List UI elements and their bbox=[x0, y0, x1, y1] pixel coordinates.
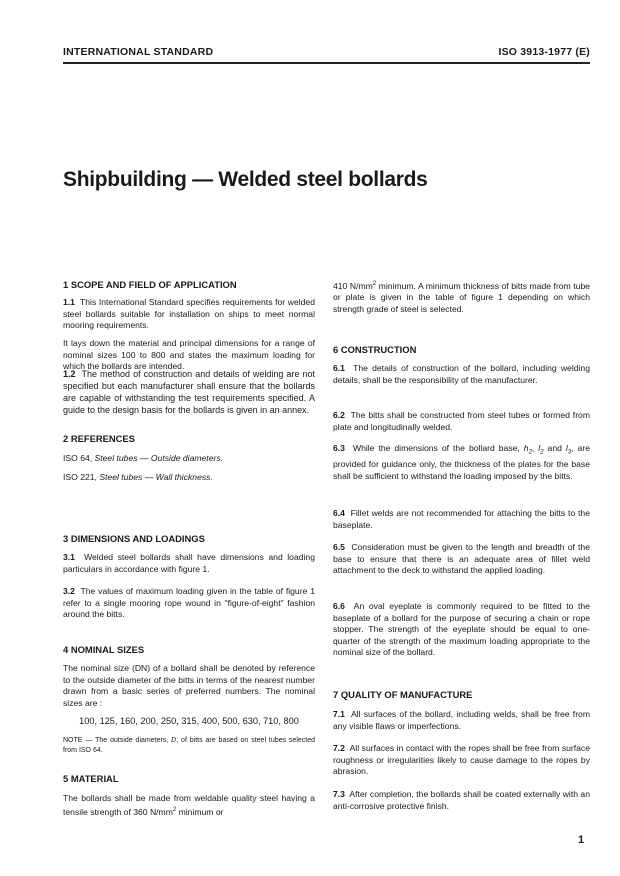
reference-iso-64 bbox=[63, 453, 315, 465]
clause-number: 1.1 bbox=[63, 297, 75, 307]
clause-text: 410 N/mm bbox=[333, 280, 373, 291]
symbol: l bbox=[538, 443, 541, 453]
paragraph-5 bbox=[63, 793, 315, 818]
subscript: 2 bbox=[528, 449, 532, 456]
clause-text: and bbox=[543, 443, 566, 453]
clause-text: While the dimensions of the bollard base, bbox=[352, 443, 524, 453]
page-number: 1 bbox=[578, 834, 585, 846]
page-title: Shipbuilding — Welded steel bollards bbox=[63, 168, 428, 191]
section-5-heading: 5 MATERIAL bbox=[63, 773, 119, 784]
note-text: NOTE — The outside diameters, bbox=[63, 737, 172, 744]
header-standard-number: ISO 3913-1977 (E) bbox=[498, 46, 590, 58]
clause-text: All surfaces of the bollard, including welds, shall be free from any visible flaws or imperfections. bbox=[333, 709, 590, 731]
note-text: , of bitts are based on steel tubes selected from ISO 64. bbox=[63, 737, 315, 754]
clause-text: This International Standard specifies requirements for welded steel bollards suitable for installation on ships to meet normal mooring requirements. bbox=[63, 297, 315, 331]
section-4-heading: 4 NOMINAL SIZES bbox=[63, 644, 145, 655]
paragraph-6-3 bbox=[333, 443, 590, 483]
clause-text: The values of maximum loading given in the table of figure 1 refer to a single mooring rope wound in "figure-of-eight" fashion around the bitts. bbox=[63, 586, 315, 620]
clause-text: The method of construction and details of welding are not specified but each manufacturer shall ensure that the bollards are capable of withstanding the test requirements specified. A guide to the design basis for the bollards is given in an annex. bbox=[63, 369, 316, 415]
paragraph-7-3 bbox=[333, 789, 590, 812]
paragraph-1-1 bbox=[63, 297, 315, 332]
paragraph-6-1 bbox=[333, 363, 590, 386]
section-7-heading: 7 QUALITY OF MANUFACTURE bbox=[333, 689, 473, 700]
clause-number: 6.3 bbox=[333, 443, 345, 453]
section-2-heading: 2 REFERENCES bbox=[63, 433, 135, 444]
paragraph-1-1b: It lays down the material and principal dimensions for a range of nominal sizes 100 to 800 and states the maximum loading for which the bollards are intended. bbox=[63, 338, 315, 372]
paragraph-6-2 bbox=[333, 410, 590, 433]
symbol: l bbox=[565, 443, 568, 453]
clause-text: An oval eyeplate is commonly required to be fitted to the baseplate of a bollard for the purpose of securing a chain or rope stopper. The strength of the eyeplate should be equal to one-quarter of the strength of the maximum loading appropriate to the nominal size of the bollard. bbox=[333, 601, 590, 658]
clause-number: 1.2 bbox=[63, 369, 76, 379]
header-rule bbox=[63, 62, 590, 64]
clause-number: 6.5 bbox=[333, 542, 345, 552]
section-3-heading: 3 DIMENSIONS AND LOADINGS bbox=[63, 533, 205, 544]
clause-number: 6.2 bbox=[333, 410, 345, 420]
clause-text: Welded steel bollards shall have dimensions and loading particulars in accordance with figure 1. bbox=[63, 552, 315, 574]
symbol: h bbox=[523, 443, 529, 453]
reference-iso-221 bbox=[63, 472, 315, 484]
paragraph-6-4 bbox=[333, 508, 590, 531]
clause-number: 6.4 bbox=[333, 508, 345, 518]
clause-number: 6.1 bbox=[333, 363, 345, 373]
clause-text: , bbox=[531, 443, 539, 453]
reference-code: ISO 64, bbox=[63, 453, 93, 463]
clause-text: , are provided for guidance only, the thickness of the plates for the base shall be sufficient to withstand the loading imposed by the bitts. bbox=[333, 443, 590, 481]
clause-number: 7.3 bbox=[333, 789, 345, 799]
clause-text: All surfaces in contact with the ropes shall be free from surface roughness or irregularities likely to cause damage to the ropes by abrasion. bbox=[333, 743, 591, 777]
paragraph-1-2 bbox=[63, 368, 315, 416]
superscript: 2 bbox=[172, 806, 177, 813]
note-4 bbox=[63, 736, 315, 755]
clause-text: The bitts shall be constructed from steel tubes or formed from plate and longitudinally welded. bbox=[333, 410, 590, 432]
paragraph-5-continued bbox=[333, 279, 590, 316]
subscript: 2 bbox=[540, 449, 544, 456]
clause-number: 3.1 bbox=[63, 552, 75, 562]
paragraph-4: The nominal size (DN) of a bollard shall be denoted by reference to the outside diameter of the bitts in terms of the nearest number drawn from a basic series of preferred numbers. The nominal sizes are : bbox=[63, 663, 315, 708]
clause-text: minimum or bbox=[176, 806, 224, 817]
clause-text: After completion, the bollards shall be coated externally with an anti-corrosive protective finish. bbox=[333, 789, 590, 811]
clause-number: 3.2 bbox=[63, 586, 75, 596]
paragraph-3-1 bbox=[63, 552, 315, 575]
paragraph-3-2 bbox=[63, 586, 315, 621]
clause-text: The details of construction of the bollard, including welding details, shall be the responsibility of the manufacturer. bbox=[333, 363, 590, 385]
clause-text: The bollards shall be made from weldable quality steel having a tensile strength of 360 N/mm bbox=[63, 793, 315, 817]
reference-code: ISO 221, bbox=[63, 472, 97, 482]
section-1-heading: 1 SCOPE AND FIELD OF APPLICATION bbox=[63, 279, 237, 290]
section-6-heading: 6 CONSTRUCTION bbox=[333, 344, 417, 355]
clause-text: minimum. A minimum thickness of bitts made from tube or plate is given in the table of figure 1 depending on which strength grade of steel is selected. bbox=[333, 280, 591, 315]
header-standard-type: INTERNATIONAL STANDARD bbox=[63, 46, 214, 58]
clause-number: 6.6 bbox=[333, 601, 345, 611]
paragraph-7-2 bbox=[333, 743, 590, 778]
clause-number: 7.2 bbox=[333, 743, 345, 753]
subscript: 3 bbox=[567, 449, 572, 456]
reference-title: Steel tubes — Outside diameters. bbox=[94, 453, 224, 463]
clause-text: Fillet welds are not recommended for attaching the bitts to the baseplate. bbox=[333, 508, 590, 530]
reference-title: Steel tubes — Wall thickness. bbox=[99, 472, 213, 482]
nominal-sizes-list: 100, 125, 160, 200, 250, 315, 400, 500, 630, 710, 800 bbox=[79, 716, 299, 726]
paragraph-6-6 bbox=[333, 601, 590, 659]
paragraph-7-1 bbox=[333, 709, 590, 732]
superscript: 2 bbox=[372, 281, 377, 287]
paragraph-6-5 bbox=[333, 542, 590, 577]
clause-text: Consideration must be given to the length and breadth of the base to ensure that there is an adequate area of fillet weld attachment to the deck to withstand the applied loading. bbox=[333, 542, 590, 576]
clause-number: 7.1 bbox=[333, 709, 345, 719]
note-symbol: D bbox=[171, 737, 177, 744]
